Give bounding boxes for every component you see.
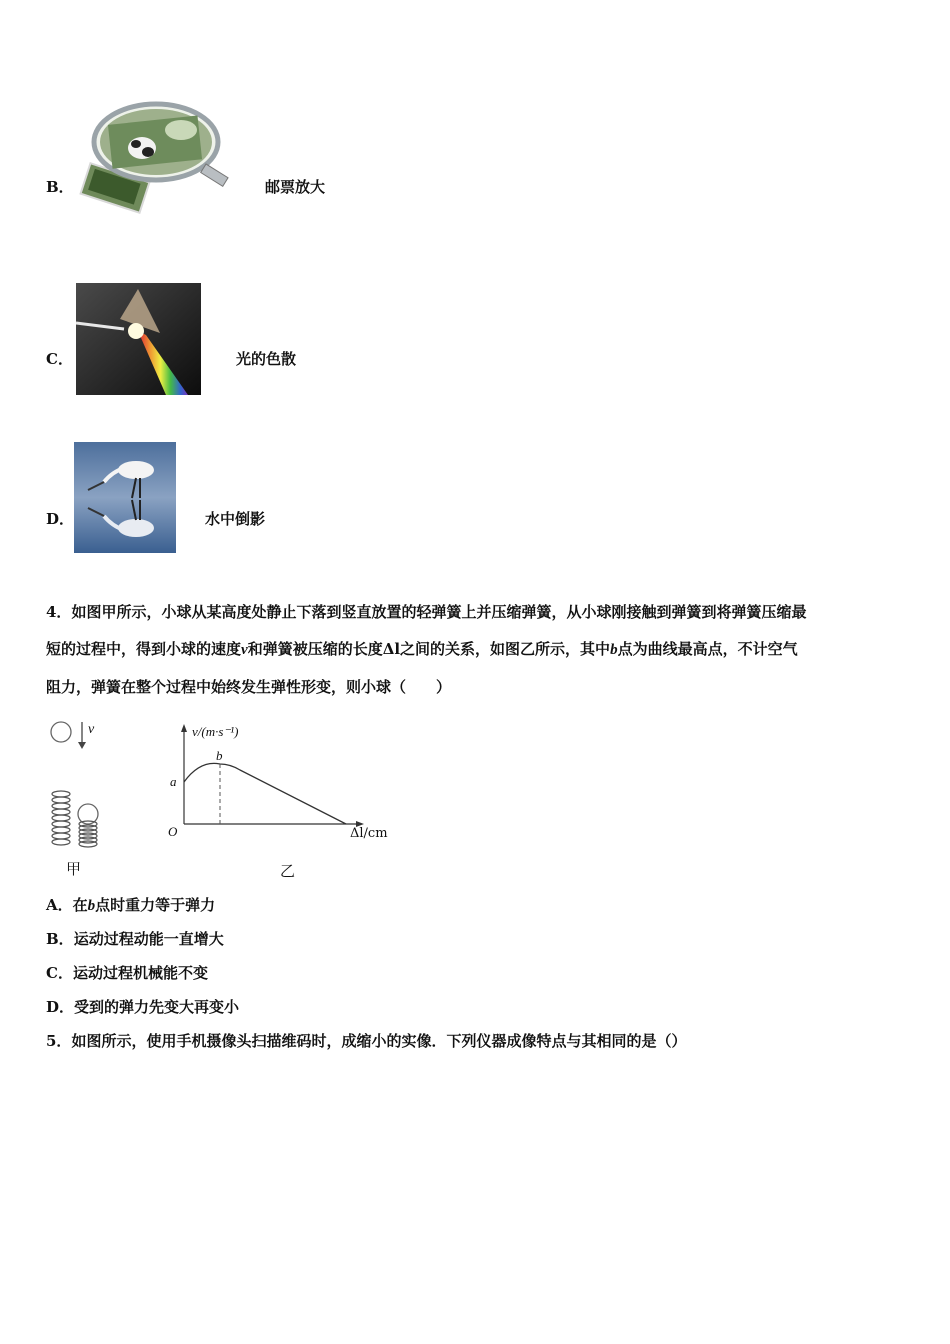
q4-line-2: 短的过程中，得到小球的速度v和弹簧被压缩的长度Δl之间的关系，如图乙所示，其中b点为曲线最高点，不计空气 [46, 640, 798, 658]
q4-line-1: 4．如图甲所示，小球从某高度处静止下落到竖直放置的轻弹簧上并压缩弹簧，从小球刚接触到弹簧到将弹簧压缩最 [46, 603, 807, 621]
q4-number: 4． [46, 603, 72, 621]
q4-line-3: 阻力，弹簧在整个过程中始终发生弹性形变，则小球（ ） [46, 678, 452, 696]
point-a-label: a [170, 774, 177, 789]
point-b-label: b [216, 748, 223, 763]
ball-velocity-label: v [88, 722, 95, 737]
magnifier-stamp-icon [76, 100, 236, 216]
q5-number: 5． [46, 1032, 72, 1050]
y-axis-label: v/(m·s⁻¹) [192, 724, 239, 739]
figure-jia-label: 甲 [66, 860, 82, 878]
q4-option-a: A．在b点时重力等于弹力 [46, 896, 216, 914]
figure-jia [46, 714, 116, 884]
option-b-caption: 邮票放大 [265, 178, 326, 196]
q4-option-c: C．运动过程机械能不变 [46, 964, 208, 982]
q4-option-b: B．运动过程动能一直增大 [46, 930, 224, 948]
option-d-caption: 水中倒影 [205, 510, 266, 528]
figure-yi-label: 乙 [280, 862, 296, 880]
x-axis-label: Δl/cm [350, 826, 388, 841]
prism-dispersion-icon [76, 283, 201, 395]
option-c-letter: C． [46, 350, 73, 368]
q4-option-d: D．受到的弹力先变大再变小 [46, 998, 240, 1016]
question-4-text [46, 594, 916, 706]
heron-reflection-icon [74, 442, 176, 553]
origin-label: O [168, 824, 178, 839]
question-5-text: 5．如图所示，使用手机摄像头扫描维码时，成缩小的实像．下列仪器成像特点与其相同的是（） [46, 1032, 687, 1050]
v-dl-curve [184, 763, 346, 824]
figure-yi [160, 720, 400, 880]
option-d-letter: D． [46, 510, 75, 528]
option-b-letter: B． [46, 178, 74, 196]
ball-spring-diagram [46, 714, 116, 854]
option-c-caption: 光的色散 [236, 350, 297, 368]
